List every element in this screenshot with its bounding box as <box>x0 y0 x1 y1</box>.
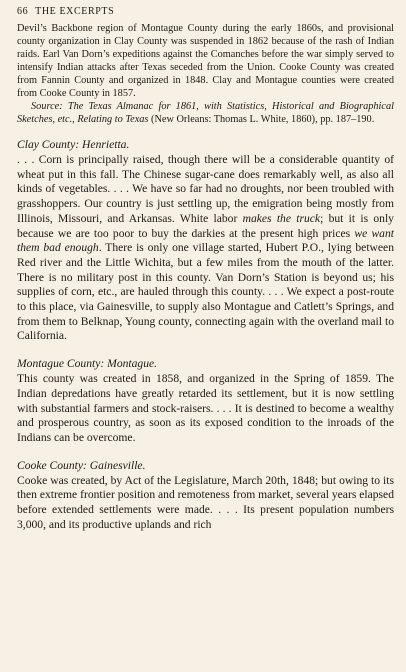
section-body-montague-county: This county was created in 1858, and organized in the Spring of 1859. The Indian depredations have greatly retarded its settlement, but it is now settling with substantial farmers and stock-raisers. . . . It is destined to become a wealthy and prosperous country, as soon as its exposed condition to the inroads of the Indians can be overcome. <box>17 372 394 444</box>
clay-text-part-1: . . . Corn is principally raised, though there will be a considerable quantity of wheat put in this fall. The Chinese sugar-cane does remarkably well, as also all kinds of vegetables. . . . We have so far had no droughts, nor been troubled with grasshoppers. Our country is just settling up, the emigration being mostly from Illinois, Missouri, and Arkansas. White labor <box>17 153 394 225</box>
clay-emphasis-1: makes the truck <box>242 211 321 225</box>
clay-text-part-2: ; but it is only because we are too poor to buy the darkies at the present high prices <box>17 211 394 240</box>
running-head <box>17 6 394 18</box>
section-body-clay-county <box>17 153 394 344</box>
section-clay-county <box>17 138 394 344</box>
clay-text-part-3: . There is only one village started, Hubert P.O., lying between Red river and the Little Wichita, but a few miles from the mouth of the latter. There is no military post in this county. Van Dorn’s Station is beyond us; his supplies of corn, etc., are hauled through this county. . . . We expect a post-route to this place, via Gainesville, to supply also Montague and Catlett’s Springs, and from them to Belknap, Young county, connecting again with the overland mail to California. <box>17 241 394 343</box>
clay-emphasis-2: we want them bad enough <box>17 226 394 255</box>
section-cooke-county <box>17 459 394 533</box>
source-citation <box>17 100 394 126</box>
intro-paragraph: Devil’s Backbone region of Montague County during the early 1860s, and provisional county organization in Clay County was suspended in 1862 because of the rash of Indian raids. Earl Van Dorn’s expeditions against the Comanches before the war simply served to intensify Indian attacks after Texas seceded from the Union. Cooke County was created from Fannin County and organized in 1848. Clay and Montague counties were created from Cooke County in 1857. <box>17 23 394 99</box>
source-label: Source: <box>31 101 63 112</box>
section-heading-clay-county: Clay County: Henrietta. <box>17 138 130 151</box>
page-number: 66 <box>17 6 29 17</box>
section-body-cooke-county: Cooke was created, by Act of the Legislature, March 20th, 1848; but owing to its then extreme frontier position and remoteness from market, several years elapsed before extended settlements were made. . . . Its present population numbers 3,000, and its productive uplands and rich <box>17 473 394 531</box>
section-heading-cooke-county: Cooke County: Gainesville. <box>17 458 146 472</box>
section-heading-montague-county: Montague County: Montague. <box>17 357 158 371</box>
source-publication-details: (New Orleans: Thomas L. White, 1860), pp. 187–190. <box>148 114 375 125</box>
source-title: The Texas Almanac for 1861, with Statistics, Historical and Biographical Sketches, etc., Relating to Texas <box>17 101 394 125</box>
running-head-title: THE EXCERPTS <box>35 6 115 17</box>
section-montague-county <box>17 357 394 446</box>
